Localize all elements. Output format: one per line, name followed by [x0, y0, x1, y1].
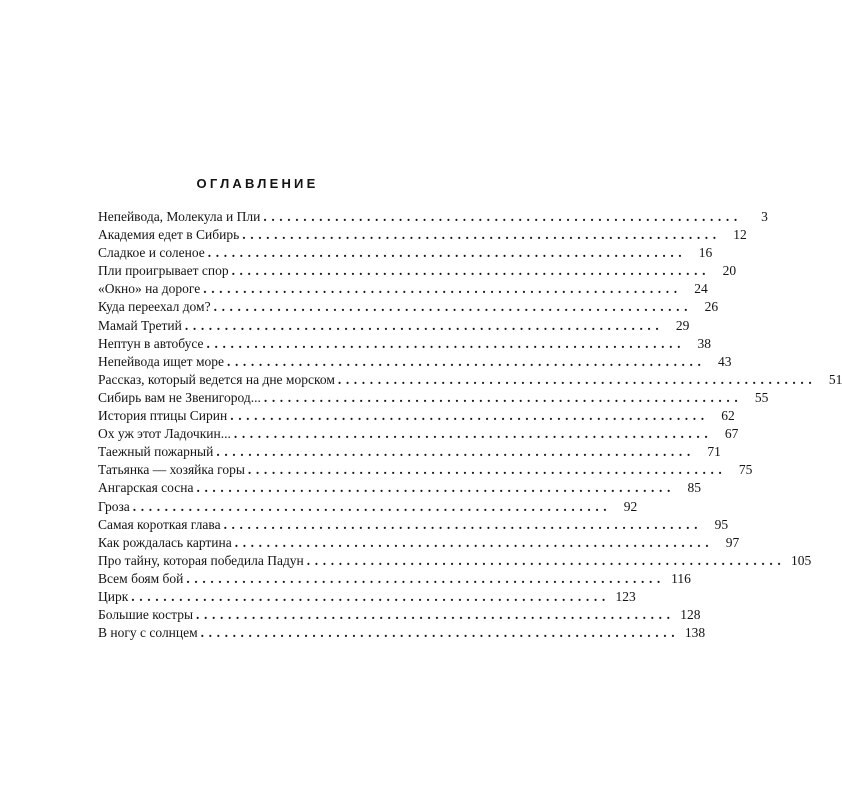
toc-entry-title: Ангарская сосна	[98, 480, 194, 496]
toc-entry	[98, 624, 706, 642]
toc-entry-title: Академия едет в Сибирь	[98, 227, 240, 243]
toc-entry	[98, 244, 713, 262]
toc-entry-title: Мамай Третий	[98, 317, 182, 333]
toc-entry	[98, 262, 737, 280]
toc-entry	[98, 606, 701, 624]
toc-entry-page-number: 26	[704, 299, 719, 315]
toc-entry	[98, 389, 769, 407]
dot-leader: ............................................................	[231, 263, 711, 279]
dot-leader: ............................................................	[226, 353, 706, 369]
toc-entry-title: Рассказ, который ведется на дне морском	[98, 371, 335, 387]
dot-leader: ............................................................	[247, 462, 727, 478]
dot-leader: ............................................................	[184, 317, 664, 333]
toc-entry-page-number: 75	[738, 462, 753, 478]
dot-leader: ............................................................	[196, 480, 675, 496]
table-of-contents	[98, 208, 842, 642]
dot-leader: ............................................................	[223, 516, 703, 532]
dot-leader: ............................................................	[203, 281, 682, 297]
toc-entry-page-number: 3	[761, 209, 768, 224]
dot-leader: ............................................................	[263, 389, 743, 405]
toc-entry-title: Сибирь вам не Звенигород...	[98, 389, 261, 405]
toc-entry	[98, 534, 740, 552]
dot-leader: ............................................................	[306, 552, 786, 568]
toc-entry-page-number: 128	[680, 607, 701, 623]
dot-leader: ............................................................	[200, 625, 680, 641]
toc-entry-title: Цирк	[98, 588, 129, 604]
dot-leader: ............................................................	[242, 227, 721, 243]
toc-entry	[98, 335, 712, 353]
toc-entry-title: Всем боям бой	[98, 570, 184, 586]
toc-entry	[98, 425, 739, 443]
dot-leader: ............................................................	[132, 498, 612, 514]
toc-entry-title: Как рождалась картина	[98, 534, 232, 550]
toc-entry-title: Про тайну, которая победила Падун	[98, 552, 304, 568]
toc-entry	[98, 208, 768, 226]
toc-entry-page-number: 67	[724, 426, 739, 442]
toc-entry-page-number: 24	[694, 281, 708, 297]
toc-entry-title: Ох уж этот Ладочкин...	[98, 426, 231, 442]
toc-entry	[98, 317, 690, 335]
toc-entry-page-number: 95	[714, 516, 729, 532]
toc-entry	[98, 498, 638, 516]
toc-entry-title: Таежный пожарный	[98, 444, 214, 460]
toc-entry-title: Самая короткая глава	[98, 516, 221, 532]
toc-entry-page-number: 29	[675, 317, 690, 333]
dot-leader: ............................................................	[131, 588, 610, 604]
dot-leader: ............................................................	[233, 426, 713, 442]
toc-entry-title: Непейвода ищет море	[98, 353, 224, 369]
toc-entry	[98, 588, 636, 606]
toc-entry-title: Непейвода, Молекула и Пли	[98, 209, 261, 224]
toc-entry-page-number: 97	[725, 534, 740, 550]
toc-entry	[98, 461, 753, 479]
toc-entry	[98, 570, 691, 588]
dot-leader: ............................................................	[234, 534, 714, 550]
toc-entry-title: Нептун в автобусе	[98, 335, 204, 351]
dot-leader: ............................................................	[206, 335, 686, 351]
toc-entry	[98, 298, 719, 316]
toc-entry-title: Гроза	[98, 498, 130, 514]
toc-entry	[98, 226, 747, 244]
dot-leader: ............................................................	[186, 570, 665, 586]
toc-entry	[98, 280, 708, 298]
toc-entry	[98, 353, 732, 371]
toc-entry-page-number: 105	[791, 552, 812, 568]
toc-entry-page-number: 16	[698, 245, 713, 261]
toc-entry-page-number: 116	[671, 570, 691, 586]
toc-entry-page-number: 51	[828, 371, 842, 387]
toc-entry-title: Сладкое и соленое	[98, 245, 205, 261]
toc-entry-page-number: 71	[707, 444, 721, 460]
toc-entry	[98, 407, 735, 425]
toc-entry-title: Большие костры	[98, 607, 194, 623]
toc-entry-title: Пли проигрывает спор	[98, 263, 229, 279]
toc-entry-title: Куда переехал дом?	[98, 299, 211, 315]
toc-entry	[98, 443, 721, 461]
dot-leader: ............................................................	[230, 408, 709, 424]
toc-entry	[98, 516, 729, 534]
toc-entry-page-number: 138	[684, 625, 706, 641]
toc-entry	[98, 371, 842, 389]
toc-entry-page-number: 92	[623, 498, 638, 514]
dot-leader: ............................................................	[216, 444, 695, 460]
toc-entry-page-number: 123	[615, 588, 636, 604]
toc-entry-page-number: 55	[754, 389, 769, 405]
dot-leader: ............................................................	[207, 245, 687, 261]
toc-entry-page-number: 62	[721, 408, 735, 424]
toc-entry-page-number: 20	[722, 263, 737, 279]
toc-heading: ОГЛАВЛЕНИЕ	[196, 176, 319, 191]
toc-entry-page-number: 38	[697, 335, 712, 351]
toc-entry	[98, 552, 812, 570]
toc-entry	[98, 479, 701, 497]
toc-entry-title: «Окно» на дороге	[98, 281, 201, 297]
toc-entry-title: История птицы Сирин	[98, 408, 228, 424]
toc-entry-page-number: 12	[733, 227, 747, 243]
toc-entry-page-number: 85	[687, 480, 701, 496]
toc-entry-page-number: 43	[717, 353, 732, 369]
dot-leader: ............................................................	[213, 299, 693, 315]
toc-entry-title: Татьянка — хозяйка горы	[98, 462, 245, 478]
dot-leader: ............................................................	[337, 371, 817, 387]
toc-entry-title: В ногу с солнцем	[98, 625, 198, 641]
dot-leader: ............................................................	[196, 607, 675, 623]
dot-leader: ............................................................	[263, 209, 742, 224]
